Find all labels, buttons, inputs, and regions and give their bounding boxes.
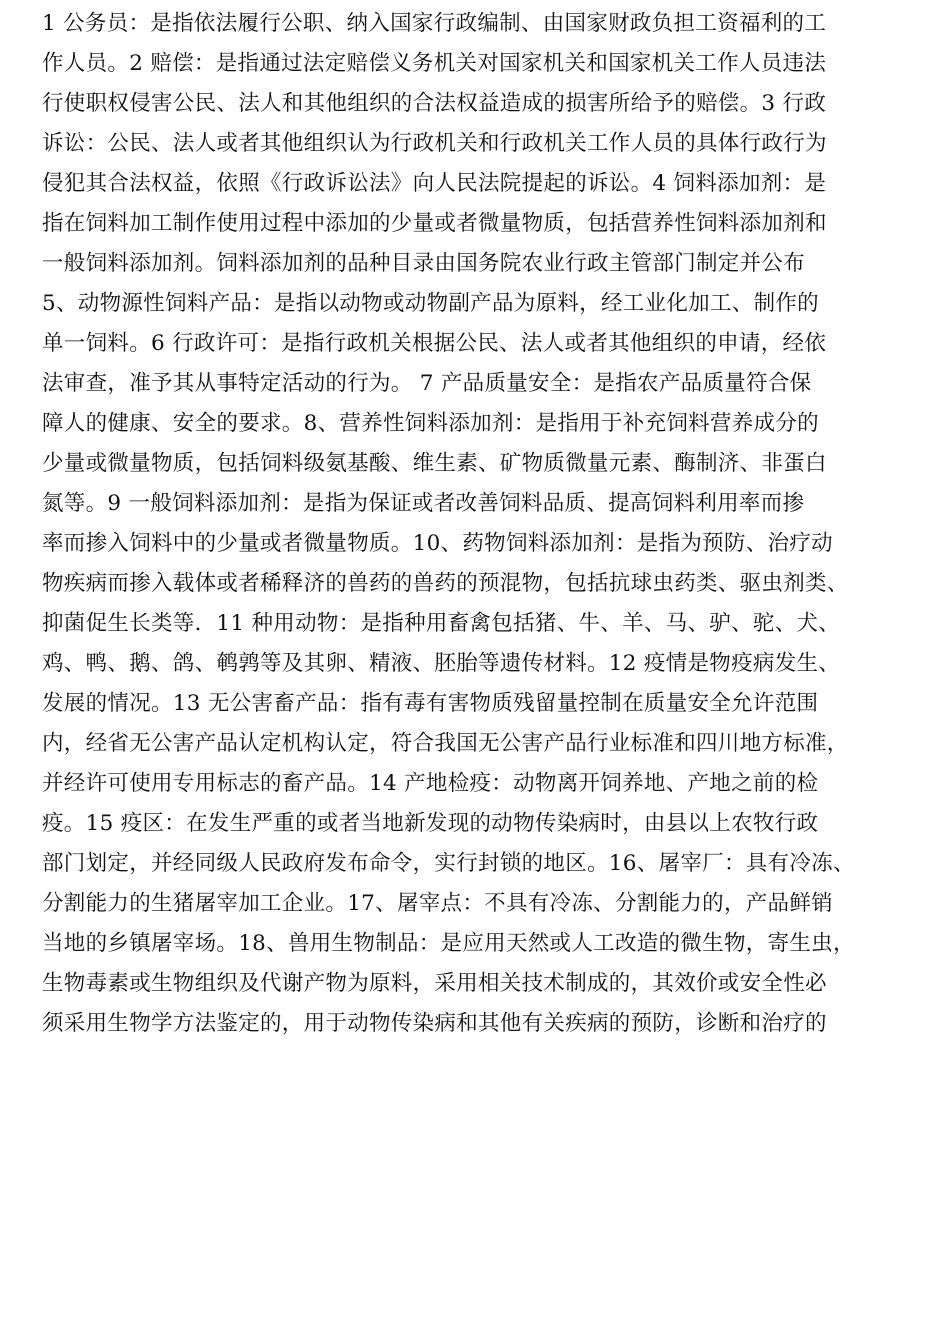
text-line: 作人员。2 赔偿：是指通过法定赔偿义务机关对国家机关和国家机关工作人员违法 xyxy=(42,51,827,76)
text-line: 物疾病而掺入载体或者稀释济的兽药的兽药的预混物，包括抗球虫药类、驱虫剂类、 xyxy=(42,571,849,596)
text-line: 率而掺入饲料中的少量或者微量物质。10、药物饲料添加剂：是指为预防、治疗动 xyxy=(42,531,833,556)
text-line: 并经许可使用专用标志的畜产品。14 产地检疫：动物离开饲养地、产地之前的检 xyxy=(42,771,819,796)
text-line: 1 公务员：是指依法履行公职、纳入国家行政编制、由国家财政负担工资福利的工 xyxy=(42,11,827,36)
text-line: 少量或微量物质，包括饲料级氨基酸、维生素、矿物质微量元素、酶制济、非蛋白 xyxy=(42,451,827,476)
text-line: 分割能力的生猪屠宰加工企业。17、屠宰点：不具有冷冻、分割能力的，产品鲜销 xyxy=(42,891,833,916)
text-line: 指在饲料加工制作使用过程中添加的少量或者微量物质，包括营养性饲料添加剂和 xyxy=(42,211,827,236)
text-line: 须采用生物学方法鉴定的，用于动物传染病和其他有关疾病的预防，诊断和治疗的 xyxy=(42,1011,827,1036)
text-line: 生物毒素或生物组织及代谢产物为原料，采用相关技术制成的，其效价或安全性必 xyxy=(42,971,827,996)
document-text-body xyxy=(42,4,922,1044)
text-line: 一般饲料添加剂。饲料添加剂的品种目录由国务院农业行政主管部门制定并公布 xyxy=(42,251,806,276)
text-line: 疫。15 疫区：在发生严重的或者当地新发现的动物传染病时，由县以上农牧行政 xyxy=(42,811,819,836)
text-line: 行使职权侵害公民、法人和其他组织的合法权益造成的损害所给予的赔偿。3 行政 xyxy=(42,91,827,116)
text-line: 诉讼：公民、法人或者其他组织认为行政机关和行政机关工作人员的具体行政行为 xyxy=(42,131,827,156)
text-line: 内，经省无公害产品认定机构认定，符合我国无公害产品行业标准和四川地方标准， xyxy=(42,731,849,756)
text-line: 5、动物源性饲料产品：是指以动物或动物副产品为原料，经工业化加工、制作的 xyxy=(42,291,819,316)
text-line: 法审查，准予其从事特定活动的行为。 7 产品质量安全：是指农产品质量符合保 xyxy=(42,371,812,396)
text-line: 部门划定，并经同级人民政府发布命令，实行封锁的地区。16、屠宰厂：具有冷冻、 xyxy=(42,851,855,876)
text-line: 氮等。9 一般饲料添加剂：是指为保证或者改善饲料品质、提高饲料利用率而掺 xyxy=(42,491,805,516)
text-line: 发展的情况。13 无公害畜产品：指有毒有害物质残留量控制在质量安全允许范围 xyxy=(42,691,819,716)
text-line: 单一饲料。6 行政许可：是指行政机关根据公民、法人或者其他组织的申请，经依 xyxy=(42,331,827,356)
text-line: 当地的乡镇屠宰场。18、兽用生物制品：是应用天然或人工改造的微生物，寄生虫， xyxy=(42,931,855,956)
text-line: 障人的健康、安全的要求。8、营养性饲料添加剂：是指用于补充饲料营养成分的 xyxy=(42,411,819,436)
text-line: 鸡、鸭、鹅、鸽、鹌鹑等及其卵、精液、胚胎等遗传材料。12 疫情是物疫病发生、 xyxy=(42,651,841,676)
text-line: 侵犯其合法权益，依照《行政诉讼法》向人民法院提起的诉讼。4 饲料添加剂：是 xyxy=(42,171,827,196)
text-line: 抑菌促生长类等．11 种用动物：是指种用畜禽包括猪、牛、羊、马、驴、驼、犬、 xyxy=(42,611,841,636)
